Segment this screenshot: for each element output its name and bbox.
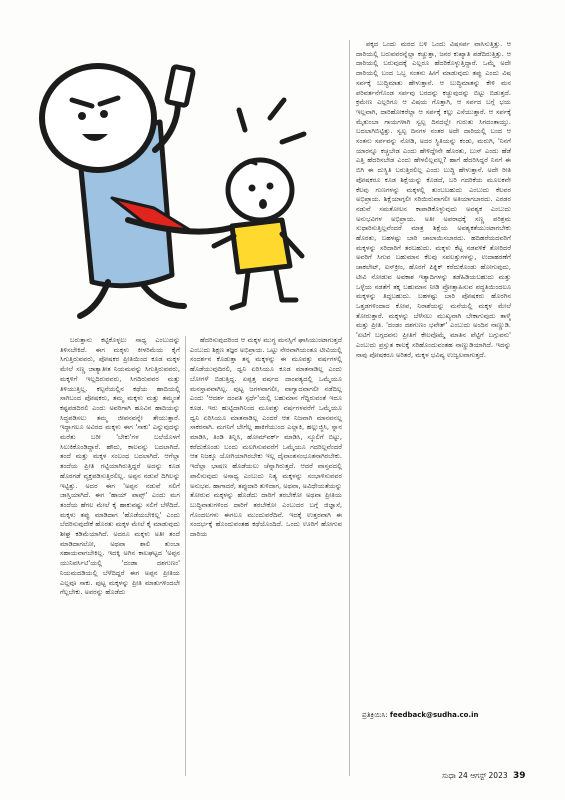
article-column-2: [190, 336, 342, 776]
feedback-email[interactable]: feedback@sudha.co.in: [389, 711, 479, 719]
page-footer: [442, 771, 526, 781]
child-body: [232, 220, 290, 272]
column-1-text: ಬರುತ್ತಾನು ಕಟ್ಟಿಕೊಳ್ಳಲು ಸಾಧ್ಯ ಎಂಬುದನ್ನು ತಿಳಿಸಬೇಕಿದೆ. ಈಗ ಮಕ್ಕಳು ಕೀಳರಿಮೆಯ ಕೈಗೆ ಸಿಗುತ್ತಿರುವವರು, ಪೋಷಕರ ಪ್ರೀತಿಯಿಂದ ಕೂಡ ಮಕ್ಕಳ ಮೇಲೆ ಸಣ್ಣ ಜಾತ್ಯಾತೀತ ನಿಯಮವನ್ನು ಸಿಗುತ್ತಿರುವವರು, ಮಕ್ಕಳಿಗೆ ಇಲ್ಲದಿರುವವರು, ಸಿಗದಿರುವವರ ಮತ್ತು ತಿಳಿಯುತ್ತಿಲ್ಲ. ಕಲ್ಪನೆಯಲ್ಲಿನ ಕಥೆಯ ಹಾದಿಯಲ್ಲಿ ಸಾಗಿಬಂದ ಪೋಷಕರು, ತಮ್ಮ ಮಕ್ಕಳು ಮತ್ತು ತಮ್ಮಂತೆ ಕಷ್ಟಪಡದಿರಲಿ ಎಂದು ಅವರಿಗಾಗಿ ಹೂವಿನ ಹಾದಿಯನ್ನು ಸಿದ್ಧಪಡಿಸಲು ತಮ್ಮ ಜೀವನವನ್ನೇ ತೇಯುತ್ತಾರೆ. ಇದ್ದಾಗಲೂ ಅವಿರದ ಮಕ್ಕಳು ಈಗ 'ಸಾಕು' ಎನ್ನುವುದನ್ನು ಮರೆತು ಬರೀ 'ಬೇಕು'ಗಳ ಬಲೆಯೊಳಗೆ ಸಿಲುಕಿಕೊಂಡಿದ್ದಾರೆ. ಹೌದು, ಕಾಲವನ್ನು ಬದಲಾಗಿದೆ. ತಂದೆ ಮತ್ತು ಮಕ್ಕಳ ಸಂಬಂಧ ಬದಲಾಗಿದೆ. ಆಗೆಲ್ಲಾ ತಂದೆಯ ಪ್ರೀತಿ ಗಟ್ಟಿಯಾಗಿರುತ್ತಿದ್ದರೆ ಅದನ್ನು ಕೂಡ ಹೊರಗಡೆ ವ್ಯಕ್ತಪಡಿಸುತ್ತಿರಲಿಲ್ಲ. ಅಪ್ಪನ ನಡುವೆ ದಿಗಿಲನ್ನು ಇಟ್ಟಿತ್ತು. ಅದರ ಈಗ 'ಅಪ್ಪನ ನಡುವೆ ಸಲಿಗೆ ಜಾಸ್ತಿಯಾಗಿದೆ. ಈಗ 'ಹಾಯ್ ಪಾಪ್ಸ್' ಎಂದು ಮಗ ತಂದೆಯ ಹೆಗಲ ಮೇಲೆ ಕೈ ಹಾಕುವಷ್ಟು ಸಲಿಗೆ ಬೆಳೆದಿದೆ. ಮಕ್ಕಳು ತಪ್ಪು ಮಾಡಿದಾಗ 'ಹೊಡೆಯಬೇಕಿಲ್ಲ' ಎಂದು ಬೆದರಿಸುವುದೇಕೆ ಹೊರತು ಮಕ್ಕಳ ಮೇಲೆ ಕೈ ಮಾಡುವುದು ಶೀಘ್ರ ಕಡಿಮೆಯಾಗಿದೆ. ಅದರೂ ಮಕ್ಕಳು ಅತೀ ತಂದೆ ಮಾಡಿದಾಗಲೋ, ಅಥವಾ ಶಾಲಿ ತುಂಬಾ ಸಹಾಯವಾಗಬೇಕಿಲ್ಲ. ಇದಕ್ಕಿ ಅಗಿನ ಕಾಲಘಟ್ಟದ 'ಅಪ್ಪನ ಯುನಿವರ್ಸಿಟಿ'ಯಲ್ಲಿ 'ದಂಡಾ ದಶಗುಣಂ' ನಿಯಮದಡಿಯಲ್ಲಿ ಬೆಳೆದಿದ್ದರೆ ಈಗ ಅಪ್ಪನ ಪ್ರೀತಿಯ ಎಲ್ಲವೂ ಸಾಕು. ಪುಟ್ಟ ಮಕ್ಕಳನ್ನು ಪ್ರೀತಿ ಮಾತುಗಳಿಂದಲೇ ಗೆಲ್ಲಬೇಕು. ಅವರನ್ನು ಹೊಡೆದು: [60, 336, 180, 597]
page-number: 39: [513, 771, 526, 781]
feedback-line: [362, 711, 522, 720]
feedback-label: ಪ್ರತಿಕ್ರಿಯಿಸಿ:: [362, 711, 388, 719]
article-column-1: [60, 336, 180, 776]
column-divider: [185, 336, 186, 776]
father-head: [42, 66, 154, 170]
column-divider: [349, 40, 350, 776]
column-3-text: ಪಕ್ಕದ ಒಂದು ಮರದ ಬಳಿ ಒಂದು ವಿಷಸರ್ಪ ವಾಸಿಸುತ್ತಿತ್ತು. ಆ ದಾರಿಯಲ್ಲಿ ಬರುವವರನ್ನೆಲ್ಲಾ ಕಚ್ಚುತ್ತಾ, ಜನರ ಕುಖ್ಯಾತಿ ಪಡೆದಿರುತ್ತಿತ್ತು. ಆ ದಾರಿಯಲ್ಲಿ ಬರುವುದಕ್ಕೆ ಎಲ್ಲರೂ ಹೆದರಿಕೊಳ್ಳುತ್ತಿದ್ದಾರೆ. ಒಮ್ಮೆ ಅದೇ ದಾರಿಯಲ್ಲಿ ಬಂದ ಒಬ್ಬ ಸಂತನು ಹೀಗೆ ಮಾಡುವುದು ತಪ್ಪು ಎಂದು ವಿಷ ಸರ್ಪಕ್ಕೆ ಬುದ್ಧಿಮಾತು ಹೇಳುತ್ತಾನೆ. ಆ ಬುದ್ಧಿಮಾತನ್ನು ಕೇಳಿ ಮನ ಪರಿವರ್ತನೆಗೊಂಡ ಸರ್ಪವು ಬರದನ್ನು ಕಚ್ಚುವುದನ್ನು ಬಿಟ್ಟು ಬಿಡುತ್ತದೆ. ಕ್ರಮೇಣ ಎಲ್ಲರಿಗೂ ಆ ವಿಷಯ ಗೊತ್ತಾಗಿ, ಆ ಸರ್ಪದ ಬಗ್ಗೆ ಭಯ ಇಲ್ಲವಾಗಿ, ದಾರಿಹೋಕರೆಲ್ಲಾ ಆ ಸರ್ಪಕ್ಕೆ ಕಲ್ಲು ಎಸೆಯುತ್ತಾರೆ. ಆ ಸರ್ಪಕ್ಕೆ ಮೈತುಂಬಾ ಗಾಯಗಳಾಗಿ ಸ್ವಲ್ಪ ದಿನದಲ್ಲೇ ಗುರುತು ಸಿಗದಂತಾಯ್ತು. ಬದಲಾಗಿಬಿಟ್ಟಿತ್ತು. ಸ್ವಲ್ಪ ದಿನಗಳ ನಂತರ ಅದೇ ದಾರಿಯಲ್ಲಿ ಬಂದ ಆ ಸಂತನು ಸರ್ಪವನ್ನು ನೋಡಿ, ಅದರ ಸ್ಥಿತಿಯನ್ನು ಕಂಡು, ಮರುಗಿ, 'ನಿನಗೆ ಯಾರನ್ನೂ ಕಚ್ಚಬೇಡ ಎಂದು ಹೇಳಿದ್ದೇನೇ ಹೊರತು, ಬುಸ್ ಎಂದು ಹೆಡೆ ಎತ್ತಿ ಹೆದರಿಸಬೇಡ ಎಂದು ಹೇಳಲಿಲ್ಲವಲ್ಲ? ಹಾಗೆ ಹೆದರಿಸಿದ್ದರೆ ನಿನಗೆ ಈ ಬಿಗಿ ಈ ದುಸ್ಥಿತಿ ಬರುತ್ತಿರಲಿಲ್ಲ ಎಂದು ಬುದ್ಧಿ ಹೇಳುತ್ತಾನೆ. ಅದೇ ರೀತಿ ಪೋಷಕರೂ ಕೂಡ ಶಿಕ್ಷೆಯನ್ನು ಕೊಡದೆ, ಬರಿ ಗದರಿಕೆಯ ಮೂಲಕವೇ ಕೆಲವು ಗುಣಗಳನ್ನು ಮಕ್ಕಳಲ್ಲಿ ತುಂಬಬಹುದು ಎಂಬುದು ಕೆಲವರ ಅಭಿಪ್ರಾಯ. ಶಿಕ್ಷೆಯಾಗ್ಗಲೀ ಸರಿಯಿರುವಾಗಲೀ ಅತಿಯಾಗಬಾರದು. ಎರಡರ ನಡುವೆ ಸಮತೋಲನ ಕಾಪಾಡಿಕೊಳ್ಳುವುದು ಅವಶ್ಯಕ ಎಂಬುದು ಅನುಭವಿಗಳ ಅಭಿಪ್ರಾಯ. ಅತೀ ಅಪರಾಧಕ್ಕೆ ಸಣ್ಣ ಪರಿಶ್ರಮ ಸುಧಾರಿಸುತ್ತಿಲ್ಲವೆಂದರೆ ಮಾತ್ರ ಶಿಕ್ಷೆಯ ಅವಶ್ಯಕತೆಯುಂಟಾಗಬೇಕು ಹೊರತು, ಬಹಳಷ್ಟು ಬಾರಿ ಚಾಲಾಯಿಸಬಾರದು. ಹದಿಹರೆಯದವರಿಗೆ ಮಕ್ಕಳನ್ನು ಸರಿದಾರಿಗೆ ತರಬಹುದು. ಮಕ್ಕಳು ಕೆಟ್ಟ ನಡವಳಿಕೆ ತೋರಿದರೆ ಅವರಿಗೆ ಸಿಗುವ ಬಹುಮಾನ ಕೆಲವು ಸವಲತ್ತುಗಳನ್ನು, ಉದಾಹರಣೆಗೆ ಚಾಕಲೇಟ್, ಐಸ್‌ಕ್ರೀಂ, ಹೊರಗೆ ಪಿಕ್ನಿಕ್ ಕರೆದುಕೊಂಡು ಹೋಗುವುದು, ಟೀವಿ ನೋಡುವ ಅವಕಾಶ ಇತ್ಯಾದಿಗಳನ್ನು ತಡೆಹಿಡಿಯಬಹುದು ಮತ್ತು ಒಳ್ಳೆಯ ನಡತೆಗೆ ತಕ್ಕ ಬಹುಮಾನ ನೀಡಿ ಪ್ರೋತ್ಸಾಹಿಸುವ ಪದ್ಧತಿಯಿಂದಲೂ ಮಕ್ಕಳನ್ನು ತಿದ್ದಬಹುದು. ಬಹಳಷ್ಟು ಬಾರಿ ಪೋಷಕರು ಹೊರಗಿನ ಒತ್ತಡಗಳಿಂದಾದ ಕೋಪ, ನಿರಾಶೆಯನ್ನು ಮನೆಯಲ್ಲಿ ಮಕ್ಕಳ ಮೇಲೆ ತೋರುತ್ತಾರೆ. ಮಕ್ಕಳನ್ನು ಬೆಳೆಸಲು ಮುಖ್ಯವಾಗಿ ಬೇಕಾಗುವುದು ತಾಳ್ಮೆ ಮತ್ತು ಪ್ರೀತಿ. 'ದಂಡಂ ದಶಗುಣಂ ಭವೇತ್' ಎಂಬುದು ಅಂದಿನ ನಾಣ್ಣುಡಿ. 'ಏಟಿಗೆ ಬಗ್ಗದವನು ಪ್ರೀತಿಗೆ ಕೇಲವೊಮ್ಮೆ ಮಾತಿನ ಪೆಟ್ಟಿಗೆ ಬಗ್ಗುವನು' ಎಂಬುದು ಪ್ರಸ್ತುತ ಕಾಲಕ್ಕೆ ಸರಿಹೊಂದುವಂತಹ ನಾಣ್ಣುಡಿಯಾಗಿದೆ. ಇದನ್ನು ನಾವು ಪೋಷಕರೂ ಅರಿತರೆ, ಮಕ್ಕಳ ಭವಿಷ್ಯ ಉಜ್ವಲವಾಗುತ್ತದೆ.: [356, 40, 511, 359]
article-column-3: [356, 40, 511, 716]
magazine-name: ಸುಧಾ: [442, 771, 456, 780]
illustration-father-scolding-child: [20, 30, 350, 325]
issue-date: 24 ಆಗಸ್ಟ್ 2023: [458, 771, 508, 780]
phone: [166, 66, 193, 105]
column-2-text: ಹೆದರಿಸುವುದರಿಂದ ಆ ಮಕ್ಕಳ ಮುಗ್ಧ ಮನಸ್ಸಿಗೆ ಘಾಸಿಯುಂಟಾಗುತ್ತದೆ ಎಂಬುದು ಶಿಕ್ಷಣ ತಜ್ಞರ ಅಭಿಪ್ರಾಯ. ಒಟ್ಟು ನೇರವಾಗಿಯಂತೂ ಟೀವಿಯಲ್ಲಿ ಸಂದರ್ಶನ ಕೊಡುತ್ತಾ ತನ್ನ ಮಕ್ಕಳನ್ನು ಈ ಮೂವತ್ತು ವರ್ಷಗಳಲ್ಲಿ ಹೊಡೆಯುವುದಿರಲಿ, ಧ್ವನಿ ಏರಿಸಿಯೂ ಕೂಡ ಮಾತನಾಡಿಲ್ಲ ಎಂದು ಬೋಗಳೆ ಬಿಡುತ್ತಿದ್ದ. ಏಪ್ಪತ್ತ ವರ್ಷದ ದಾಂಪತ್ಯದಲ್ಲಿ ಒಮ್ಮೆಯೂ ಮನಸ್ತಾಪವಾಗಿಲ್ಲ. ಪುಟ್ಟ ಜಗಳವಾಗಲೀ, ವಾಗ್ವಾದವಾಗಲೀ ನಡೆದಿಲ್ಲ ಎಂದು 'ಆದರ್ಶ ದಂಪತಿ ಸ್ಪರ್ಧೆ'ಯಲ್ಲಿ ಬಹುಮಾನ ಗೆದ್ದಿರುವಂತೆ ಇದೂ ಕೂಡ. ಇರು ಹುಟ್ಟಿದಾಗಿನಿಂದ ಮೂವತ್ತು ವರ್ಷಗಳವರೆಗೆ ಒಮ್ಮೆಯೂ ಧ್ವನಿ ಏರಿಸಿಯೂ ಮಾತನಾಡಿಲ್ಲ ಎಂದರೆ ಆತ ನಿಜವಾಗಿ ಮಾನವನಲ್ಲ ಸಾಕರನಾಗಿ. ಮಗನಿಗೆ ಬೇಗೆಲ್ಲ ಹಾಕಿಗೆಯುಂದ ಎಲ್ಲಾಕಿ, ಹಲ್ಲುಜ್ಜಿಸಿ, ಸ್ನಾನ ಮಾಡಿಸಿ, ತಿಂಡಿ ತಿನ್ನಿಸಿ, ಹೋಮ್‌ವರ್ಕ್ ಮಾಡಿಸಿ, ಸ್ಕೂಲಿಗೆ ಬಿಟ್ಟು, ಕರೆದುಕೊಂಡು ಬಂದು ಮಲಗಿಸುವವರೆಗೆ ಒಮ್ಮೆಯೂ ಗದರಿಲ್ಲವೆಂದರೆ ಆತ ನಿಜಕ್ಕೂ ಯೋಗಿಯಾಗಿರಬೇಕು ಇಲ್ಲ ದೈವಾಂಶಸಂಭೂತನಾಗಿರಬೇಕು. ಇದೆಲ್ಲಾ ಭಾಷಣ ಹೊಡೆಯಲು ಚೆನ್ನಾಗಿರುತ್ತದೆ. ಆದರೆ ವಾಸ್ತವದಲ್ಲಿ ಪಾಲಿಸುವುದು ಅಸಾಧ್ಯ ಎಂಬುದು ನಿತ್ಯ ಮಕ್ಕಳನ್ನು ಸಂಭಾಳಿಸುವವರ ಅನುಭವ. ಹಾಗಾದರೆ, ತಪ್ಪುದಾರಿ ತುಳಿದಾಗ, ಅಥವಾ, ಅವಿಧೇಯತೆಯನ್ನು ತೋರುವ ಮಕ್ಕಳನ್ನು ಹೊಡೆದು ದಾರಿಗೆ ತರಬೇಕೋ ಅಥವಾ ಪ್ರೀತಿಯ ಬುದ್ಧಿವಾತುಗಳಿಂದ ದಾರಿಗೆ ತರಬೇಕೋ ಎಂಬುದರ ಬಗ್ಗೆ ಜಿಜ್ಞಾಸೆ, ಗೊಂದಲಗಳು ಈಗಲೂ ಮುಂದುವರೆದಿವೆ. ಇದಕ್ಕೆ ಉತ್ತರವಾಗಿ ಈ ಸಂದರ್ಭಕ್ಕೆ ಹೊಂದುವಂತಹ ಕಥೆಯೊಂದಿದೆ. ಒಂದು ಊರಿಗೆ ಹೋಗುವ ದಾರಿಯ: [190, 336, 342, 539]
